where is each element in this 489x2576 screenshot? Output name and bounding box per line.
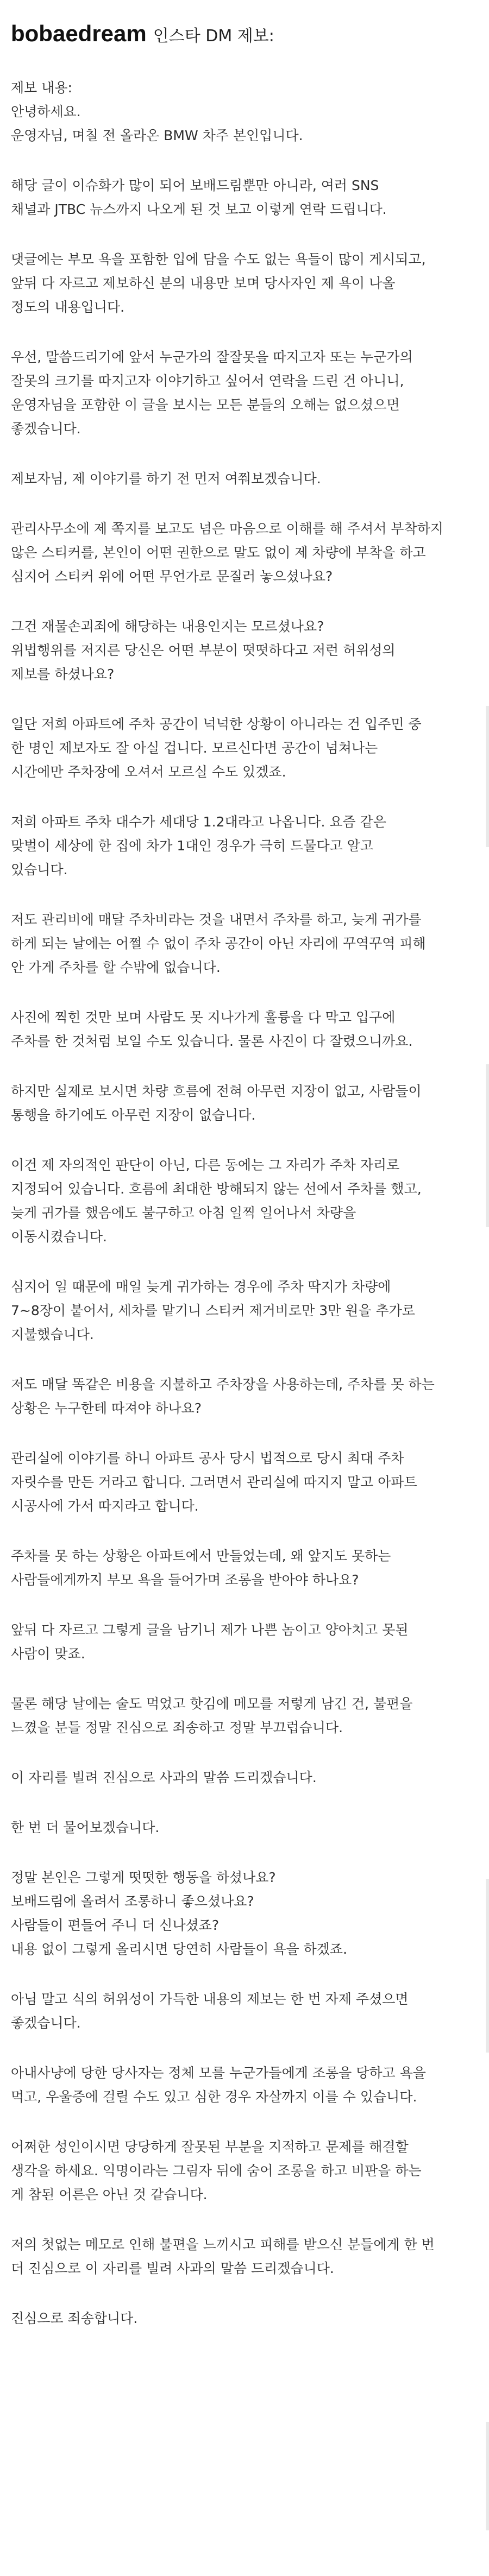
dm-header bbox=[11, 21, 274, 47]
paragraph bbox=[11, 908, 470, 980]
paragraph bbox=[11, 517, 470, 589]
text-line: 좋겠습니다. bbox=[11, 421, 81, 437]
text-line: 주차를 못 하는 상황은 아파트에서 만들었는데, 왜 앞지도 못하는 bbox=[11, 1548, 391, 1564]
paragraph bbox=[11, 1692, 470, 1740]
text-line: 사람이 맞죠. bbox=[11, 1646, 85, 1662]
paragraph bbox=[11, 174, 470, 222]
text-line: 좋겠습니다. bbox=[11, 2015, 81, 2031]
message-body bbox=[11, 76, 470, 2357]
paragraph bbox=[11, 1373, 470, 1420]
text-line: 앞뒤 다 자르고 그렇게 글을 남기니 제가 나쁜 놈이고 양아치고 못된 bbox=[11, 1622, 409, 1638]
text-line: 이동시켰습니다. bbox=[11, 1229, 107, 1245]
paragraph bbox=[11, 2135, 470, 2207]
text-line: 심지어 일 때문에 매일 늦게 귀가하는 경우에 주차 딱지가 차량에 bbox=[11, 1279, 391, 1295]
text-line: 늦게 귀가를 했음에도 불구하고 아침 일찍 일어나서 차량을 bbox=[11, 1205, 356, 1221]
paragraph bbox=[11, 76, 470, 148]
paragraph bbox=[11, 2307, 470, 2331]
text-line: 느꼈을 분들 정말 진심으로 죄송하고 정말 부끄럽습니다. bbox=[11, 1720, 343, 1735]
paragraph bbox=[11, 615, 470, 686]
paragraph bbox=[11, 1987, 470, 2035]
text-line: 먹고, 우울증에 걸릴 수도 있고 심한 경우 자살까지 이를 수 있습니다. bbox=[11, 2089, 417, 2105]
text-line: 정말 본인은 그렇게 떳떳한 행동을 하셨나요? bbox=[11, 1870, 276, 1885]
paragraph bbox=[11, 1618, 470, 1666]
text-line: 위법행위를 저지른 당신은 어떤 부분이 떳떳하다고 저런 허위성의 bbox=[11, 642, 396, 658]
text-line: 제보 내용: bbox=[11, 80, 72, 96]
text-line: 사진에 찍힌 것만 보며 사람도 못 지나가게 훌륭을 다 막고 입구에 bbox=[11, 1009, 396, 1025]
text-line: 운영자님을 포함한 이 글을 보시는 모든 분들의 오해는 없으셨으면 bbox=[11, 397, 400, 413]
paragraph bbox=[11, 345, 470, 441]
paragraph bbox=[11, 1816, 470, 1840]
text-line: 한 번 더 물어보겠습니다. bbox=[11, 1820, 160, 1835]
text-line: 관리사무소에 제 쪽지를 보고도 넘은 마음으로 이해를 해 주셔서 부착하지 bbox=[11, 521, 444, 536]
text-line: 게 참된 어른은 아닌 것 같습니다. bbox=[11, 2187, 208, 2202]
text-line: 앞뒤 다 자르고 제보하신 분의 내용만 보며 당사자인 제 욕이 나올 bbox=[11, 275, 396, 291]
paragraph bbox=[11, 1544, 470, 1592]
text-line: 아내사냥에 당한 당사자는 정체 모를 누군가들에게 조롱을 당하고 욕을 bbox=[11, 2065, 426, 2081]
text-line: 잘못의 크기를 따지고자 이야기하고 싶어서 연락을 드린 건 아니니, bbox=[11, 373, 404, 389]
text-line: 심지어 스티커 위에 어떤 무언가로 문질러 놓으셨나요? bbox=[11, 569, 333, 584]
text-line: 생각을 하세요. 익명이라는 그림자 뒤에 숨어 조롱을 하고 비판을 하는 bbox=[11, 2163, 422, 2179]
header-note: 인스타 DM 제보: bbox=[153, 27, 274, 46]
paragraph bbox=[11, 1153, 470, 1249]
text-line: 안녕하세요. bbox=[11, 104, 81, 119]
text-line: 지불했습니다. bbox=[11, 1327, 94, 1342]
text-line: 그건 재물손괴죄에 해당하는 내용인지는 모르셨나요? bbox=[11, 618, 324, 634]
text-line: 있습니다. bbox=[11, 862, 68, 877]
text-line: 안 가게 주차를 할 수밖에 없습니다. bbox=[11, 959, 221, 975]
text-line: 않은 스티커를, 본인이 어떤 권한으로 말도 없이 제 차량에 부착을 하고 bbox=[11, 545, 426, 560]
text-line: 지정되어 있습니다. 흐름에 최대한 방해되지 않는 선에서 주차를 했고, bbox=[11, 1181, 422, 1197]
text-line: 정도의 내용입니다. bbox=[11, 299, 125, 315]
paragraph bbox=[11, 1766, 470, 1790]
paragraph bbox=[11, 2061, 470, 2109]
text-line: 보배드림에 올려서 조롱하니 좋으셨나요? bbox=[11, 1893, 254, 1909]
text-line: 시간에만 주차장에 오셔서 모르실 수도 있겠죠. bbox=[11, 764, 286, 780]
paragraph bbox=[11, 467, 470, 491]
text-line: 자릿수를 만든 거라고 합니다. 그러면서 관리실에 따지지 말고 아파트 bbox=[11, 1474, 417, 1490]
text-line: 하지만 실제로 보시면 차량 흐름에 전혀 아무런 지장이 없고, 사람들이 bbox=[11, 1083, 422, 1099]
scrollbar-track[interactable] bbox=[486, 706, 489, 847]
paragraph bbox=[11, 1006, 470, 1053]
text-line: 내용 없이 그렇게 올리시면 당연히 사람들이 욕을 하겠죠. bbox=[11, 1941, 348, 1957]
text-line: 댓글에는 부모 욕을 포함한 입에 담을 수도 없는 욕들이 많이 게시되고, bbox=[11, 251, 426, 267]
text-line: 상황은 누구한테 따져야 하나요? bbox=[11, 1400, 202, 1416]
scrollbar-track[interactable] bbox=[486, 1879, 489, 2053]
text-line: 저도 관리비에 매달 주차비라는 것을 내면서 주차를 하고, 늦게 귀가를 bbox=[11, 912, 422, 927]
paragraph bbox=[11, 1079, 470, 1127]
text-line: 7~8장이 붙어서, 세차를 맡기니 스티커 제거비로만 3만 원을 추가로 bbox=[11, 1303, 415, 1318]
text-line: 우선, 말씀드리기에 앞서 누군가의 잘잘못을 따지고자 또는 누군가의 bbox=[11, 349, 413, 365]
text-line: 더 진심으로 이 자리를 빌려 사과의 말씀 드리겠습니다. bbox=[11, 2261, 334, 2276]
paragraph bbox=[11, 1866, 470, 1961]
scrollbar-track[interactable] bbox=[486, 2422, 489, 2530]
paragraph bbox=[11, 2233, 470, 2281]
text-line: 해당 글이 이슈화가 많이 되어 보배드림뿐만 아니라, 여러 SNS bbox=[11, 178, 379, 193]
text-line: 아님 말고 식의 허위성이 가득한 내용의 제보는 한 번 자제 주셨으면 bbox=[11, 1991, 409, 2007]
text-line: 하게 되는 날에는 어쩔 수 없이 주차 공간이 아닌 자리에 꾸역꾸역 피해 bbox=[11, 936, 426, 951]
paragraph bbox=[11, 810, 470, 882]
text-line: 사람들에게까지 부모 욕을 들어가며 조롱을 받아야 하나요? bbox=[11, 1572, 359, 1588]
text-line: 주차를 한 것처럼 보일 수도 있습니다. 물론 사진이 다 잘렸으니까요. bbox=[11, 1033, 413, 1049]
scrollbar-track[interactable] bbox=[486, 1064, 489, 1227]
text-line: 운영자님, 며칠 전 올라온 BMW 차주 본인입니다. bbox=[11, 128, 303, 143]
text-line: 일단 저희 아파트에 주차 공간이 넉넉한 상황이 아니라는 건 입주민 중 bbox=[11, 716, 422, 732]
paragraph bbox=[11, 1275, 470, 1347]
username: bobaedream bbox=[11, 21, 147, 46]
text-line: 물론 해당 날에는 술도 먹었고 핫김에 메모를 저렇게 남긴 건, 불편을 bbox=[11, 1696, 413, 1712]
text-line: 사람들이 편들어 주니 더 신나셨죠? bbox=[11, 1917, 220, 1933]
text-line: 맞벌이 세상에 한 집에 차가 1대인 경우가 극히 드물다고 알고 bbox=[11, 838, 374, 854]
text-line: 제보자님, 제 이야기를 하기 전 먼저 여쭤보겠습니다. bbox=[11, 471, 321, 487]
text-line: 저도 매달 똑같은 비용을 지불하고 주차장을 사용하는데, 주차를 못 하는 bbox=[11, 1377, 435, 1392]
paragraph bbox=[11, 712, 470, 784]
text-line: 이 자리를 빌려 진심으로 사과의 말씀 드리겠습니다. bbox=[11, 1770, 317, 1785]
text-line: 진심으로 죄송합니다. bbox=[11, 2310, 138, 2326]
text-line: 제보를 하셨나요? bbox=[11, 666, 115, 682]
paragraph bbox=[11, 1447, 470, 1518]
text-line: 채널과 JTBC 뉴스까지 나오게 된 것 보고 이렇게 연락 드립니다. bbox=[11, 201, 387, 217]
text-line: 저의 첫없는 메모로 인해 불편을 느끼시고 피해를 받으신 분들에게 한 번 bbox=[11, 2237, 435, 2252]
text-line: 어쩌한 성인이시면 당당하게 잘못된 부분을 지적하고 문제를 해결할 bbox=[11, 2139, 409, 2155]
text-line: 한 명인 제보자도 잘 아실 겁니다. 모르신다면 공간이 넘쳐나는 bbox=[11, 740, 378, 756]
text-line: 이건 제 자의적인 판단이 아닌, 다른 동에는 그 자리가 주차 자리로 bbox=[11, 1157, 400, 1173]
text-line: 저희 아파트 주차 대수가 세대당 1.2대라고 나옵니다. 요즘 같은 bbox=[11, 814, 386, 830]
paragraph bbox=[11, 248, 470, 319]
text-line: 관리실에 이야기를 하니 아파트 공사 당시 법적으로 당시 최대 주차 bbox=[11, 1450, 404, 1466]
text-line: 시공사에 가서 따지라고 합니다. bbox=[11, 1498, 199, 1514]
text-line: 통행을 하기에도 아무런 지장이 없습니다. bbox=[11, 1107, 256, 1123]
